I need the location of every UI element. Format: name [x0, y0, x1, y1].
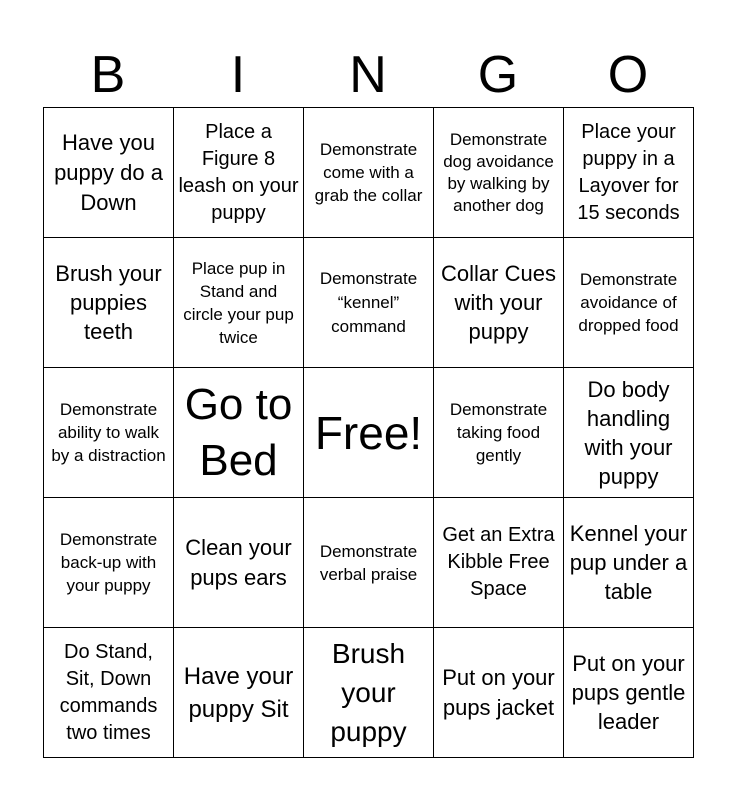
cell-text: Do Stand, Sit, Down commands two times	[59, 640, 158, 744]
cell-text: Demonstrate back-up with your puppy	[59, 530, 158, 595]
cell-text: Demonstrate ability to walk by a distraction	[51, 400, 166, 465]
cell-text: Clean your pups ears	[185, 534, 292, 590]
bingo-cell[interactable]	[304, 238, 434, 368]
bingo-cell[interactable]	[564, 628, 694, 758]
cell-text: Have your puppy Sit	[183, 662, 294, 723]
header-letter-b: B	[90, 46, 126, 104]
cell-text: Demonstrate taking food gently	[449, 400, 548, 465]
bingo-cell[interactable]	[44, 498, 174, 628]
cell-text: Put on your pups gentle leader	[571, 651, 686, 734]
cell-text: Demonstrate dog avoidance by walking by another dog	[443, 129, 554, 215]
bingo-cell[interactable]	[44, 108, 174, 238]
bingo-cell[interactable]	[174, 238, 304, 368]
bingo-cell[interactable]	[434, 498, 564, 628]
bingo-cell[interactable]	[44, 368, 174, 498]
bingo-cell[interactable]	[304, 368, 434, 498]
cell-text: Demonstrate “kennel” command	[319, 268, 418, 336]
cell-text: Free!	[314, 406, 423, 459]
bingo-cell[interactable]	[304, 498, 434, 628]
cell-text: Demonstrate avoidance of dropped food	[578, 270, 679, 335]
cell-text: Do body handling with your puppy	[584, 376, 673, 489]
bingo-cell[interactable]	[304, 108, 434, 238]
cell-text: Get an Extra Kibble Free Space	[442, 524, 555, 600]
bingo-cell[interactable]	[174, 108, 304, 238]
cell-text: Place a Figure 8 leash on your puppy	[178, 120, 299, 224]
bingo-grid	[43, 107, 694, 758]
bingo-header	[43, 44, 693, 106]
bingo-cell[interactable]	[434, 368, 564, 498]
cell-text: Collar Cues with your puppy	[441, 261, 556, 344]
bingo-cell[interactable]	[174, 628, 304, 758]
cell-text: Put on your pups jacket	[442, 664, 555, 720]
bingo-cell[interactable]	[434, 628, 564, 758]
bingo-cell[interactable]	[564, 238, 694, 368]
bingo-cell[interactable]	[434, 108, 564, 238]
bingo-cell[interactable]	[434, 238, 564, 368]
cell-text: Demonstrate come with a grab the collar	[314, 140, 423, 205]
cell-text: Have you puppy do a Down	[54, 129, 163, 215]
cell-text: Kennel your pup under a table	[569, 521, 688, 604]
cell-text: Demonstrate verbal praise	[319, 541, 418, 584]
cell-text: Go to Bed	[184, 379, 293, 485]
bingo-cell[interactable]	[564, 108, 694, 238]
bingo-cell[interactable]	[564, 368, 694, 498]
header-letter-i: I	[230, 46, 246, 104]
bingo-cell[interactable]	[564, 498, 694, 628]
header-letter-g: G	[477, 46, 519, 104]
bingo-cell[interactable]	[44, 628, 174, 758]
header-letter-o: O	[607, 46, 649, 104]
cell-text: Place pup in Stand and circle your pup twice	[183, 258, 294, 347]
bingo-cell[interactable]	[174, 368, 304, 498]
bingo-cell[interactable]	[174, 498, 304, 628]
bingo-cell[interactable]	[44, 238, 174, 368]
bingo-cell[interactable]	[304, 628, 434, 758]
cell-text: Brush your puppies teeth	[55, 261, 162, 344]
cell-text: Brush your puppy	[330, 638, 407, 747]
cell-text: Place your puppy in a Layover for 15 seconds	[577, 120, 680, 224]
header-letter-n: N	[349, 46, 387, 104]
